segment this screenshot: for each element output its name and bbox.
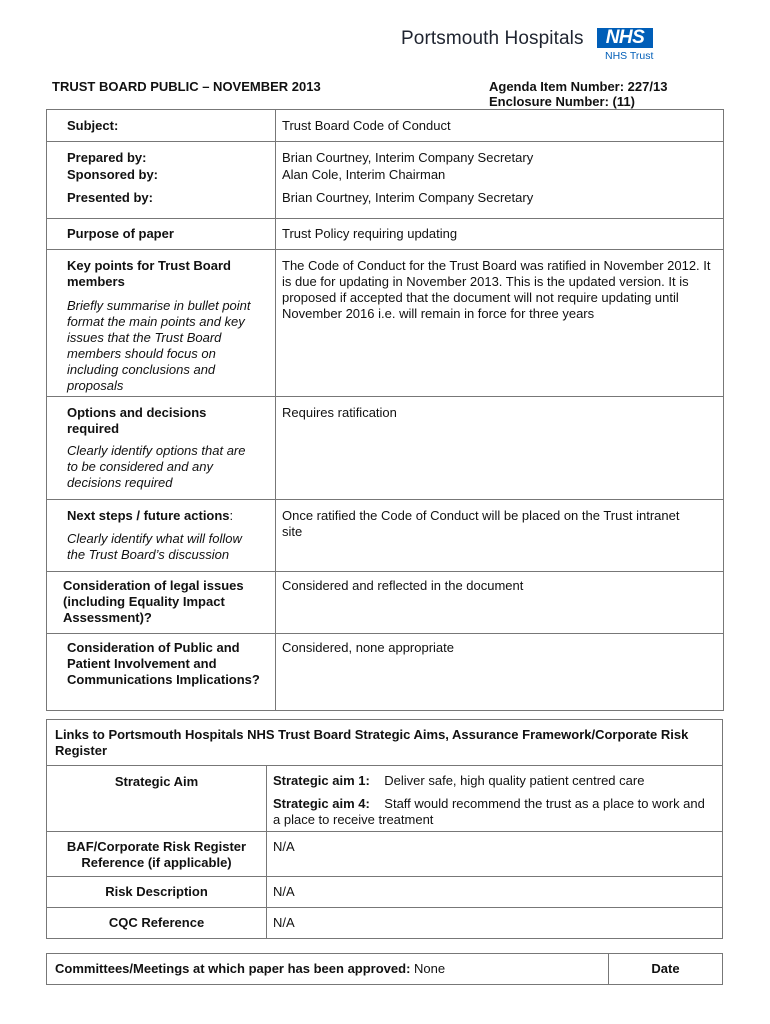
strategic-links-table <box>46 719 723 939</box>
options-value: Requires ratification <box>276 396 724 499</box>
next-steps-colon: : <box>229 507 234 523</box>
nhs-logo <box>401 26 661 66</box>
nhs-badge <box>597 28 653 48</box>
baf-label: BAF/Corporate Risk Register Reference (if applicable) <box>47 832 267 877</box>
enclosure-number: Enclosure Number: (11) <box>489 94 635 109</box>
risk-label: Risk Description <box>47 877 267 908</box>
aim-4 <box>273 796 714 828</box>
legal-label: Consideration of legal issues (including Equality Impact Assessment)? <box>47 571 276 633</box>
aim-4-text: Staff would recommend the trust as a place to work and a place to receive treatment <box>273 796 705 827</box>
cqc-label: CQC Reference <box>47 908 267 939</box>
options-label: Options and decisions required <box>67 404 207 436</box>
key-points-cell <box>47 249 276 396</box>
legal-value: Considered and reflected in the document <box>276 571 724 633</box>
next-steps-cell <box>47 499 276 571</box>
next-steps-value: Once ratified the Code of Conduct will be placed on the Trust intranet site <box>276 499 724 571</box>
key-points-value: The Code of Conduct for the Trust Board was ratified in November 2012. It is due for updating in November 2013. This is the updated version. It is proposed if accepted that the document will not require updating until November 2016 i.e. will remain in force for three years <box>276 249 724 396</box>
cqc-row <box>47 908 723 939</box>
presented-row <box>47 189 724 218</box>
aim-1-text: Deliver safe, high quality patient centred care <box>384 773 645 788</box>
key-points-label: Key points for Trust Board members <box>67 257 231 289</box>
purpose-label: Purpose of paper <box>47 218 276 249</box>
strategic-aim-label: Strategic Aim <box>47 766 267 832</box>
options-cell <box>47 396 276 499</box>
key-points-row <box>47 249 724 396</box>
public-label: Consideration of Public and Patient Involvement and Communications Implications? <box>47 633 276 710</box>
links-heading: Links to Portsmouth Hospitals NHS Trust Board Strategic Aims, Assurance Framework/Corporate Risk Register <box>47 720 723 766</box>
sponsored-value: Alan Cole, Interim Chairman <box>276 166 724 189</box>
cqc-value: N/A <box>267 908 723 939</box>
committees-value: None <box>414 961 446 976</box>
agenda-item-number: Agenda Item Number: 227/13 <box>489 79 668 94</box>
presented-label: Presented by: <box>47 189 276 218</box>
prepared-value: Brian Courtney, Interim Company Secretary <box>276 142 724 167</box>
aim-1 <box>273 773 714 789</box>
logo-name: Portsmouth Hospitals <box>401 28 584 49</box>
document-title: TRUST BOARD PUBLIC – NOVEMBER 2013 <box>52 79 321 94</box>
baf-row <box>47 832 723 877</box>
risk-row <box>47 877 723 908</box>
aim-1-label: Strategic aim 1: <box>273 773 370 788</box>
next-steps-row <box>47 499 724 571</box>
nhs-badge-text: NHS <box>605 27 645 48</box>
committees-cell <box>47 954 609 985</box>
prepared-row <box>47 142 724 167</box>
next-steps-label: Next steps / future actions <box>67 507 230 523</box>
subject-row <box>47 110 724 142</box>
prepared-label: Prepared by: <box>47 142 276 167</box>
strategic-aims-cell <box>267 766 723 832</box>
presented-value: Brian Courtney, Interim Company Secretary <box>276 189 724 218</box>
logo-subtitle: NHS Trust <box>605 50 654 62</box>
sponsored-row <box>47 166 724 189</box>
committees-label: Committees/Meetings at which paper has been approved: <box>55 961 411 976</box>
purpose-row <box>47 218 724 249</box>
date-label: Date <box>609 954 723 985</box>
next-steps-hint: Clearly identify what will follow the Trust Board’s discussion <box>67 530 242 562</box>
subject-value: Trust Board Code of Conduct <box>276 110 724 142</box>
summary-table <box>46 109 724 711</box>
subject-label: Subject: <box>47 110 276 142</box>
public-value: Considered, none appropriate <box>276 633 724 710</box>
purpose-value: Trust Policy requiring updating <box>276 218 724 249</box>
legal-row <box>47 571 724 633</box>
aim-4-label: Strategic aim 4: <box>273 796 370 811</box>
options-hint: Clearly identify options that are to be considered and any decisions required <box>67 442 246 490</box>
baf-value: N/A <box>267 832 723 877</box>
strategic-aim-row <box>47 766 723 832</box>
sponsored-label: Sponsored by: <box>47 166 276 189</box>
options-row <box>47 396 724 499</box>
committees-table <box>46 953 723 985</box>
links-heading-row <box>47 720 723 766</box>
committees-row <box>47 954 723 985</box>
risk-value: N/A <box>267 877 723 908</box>
key-points-hint: Briefly summarise in bullet point format the main points and key issues that the Trust Board members should focus on including conclusions and proposals <box>67 297 251 393</box>
public-row <box>47 633 724 710</box>
